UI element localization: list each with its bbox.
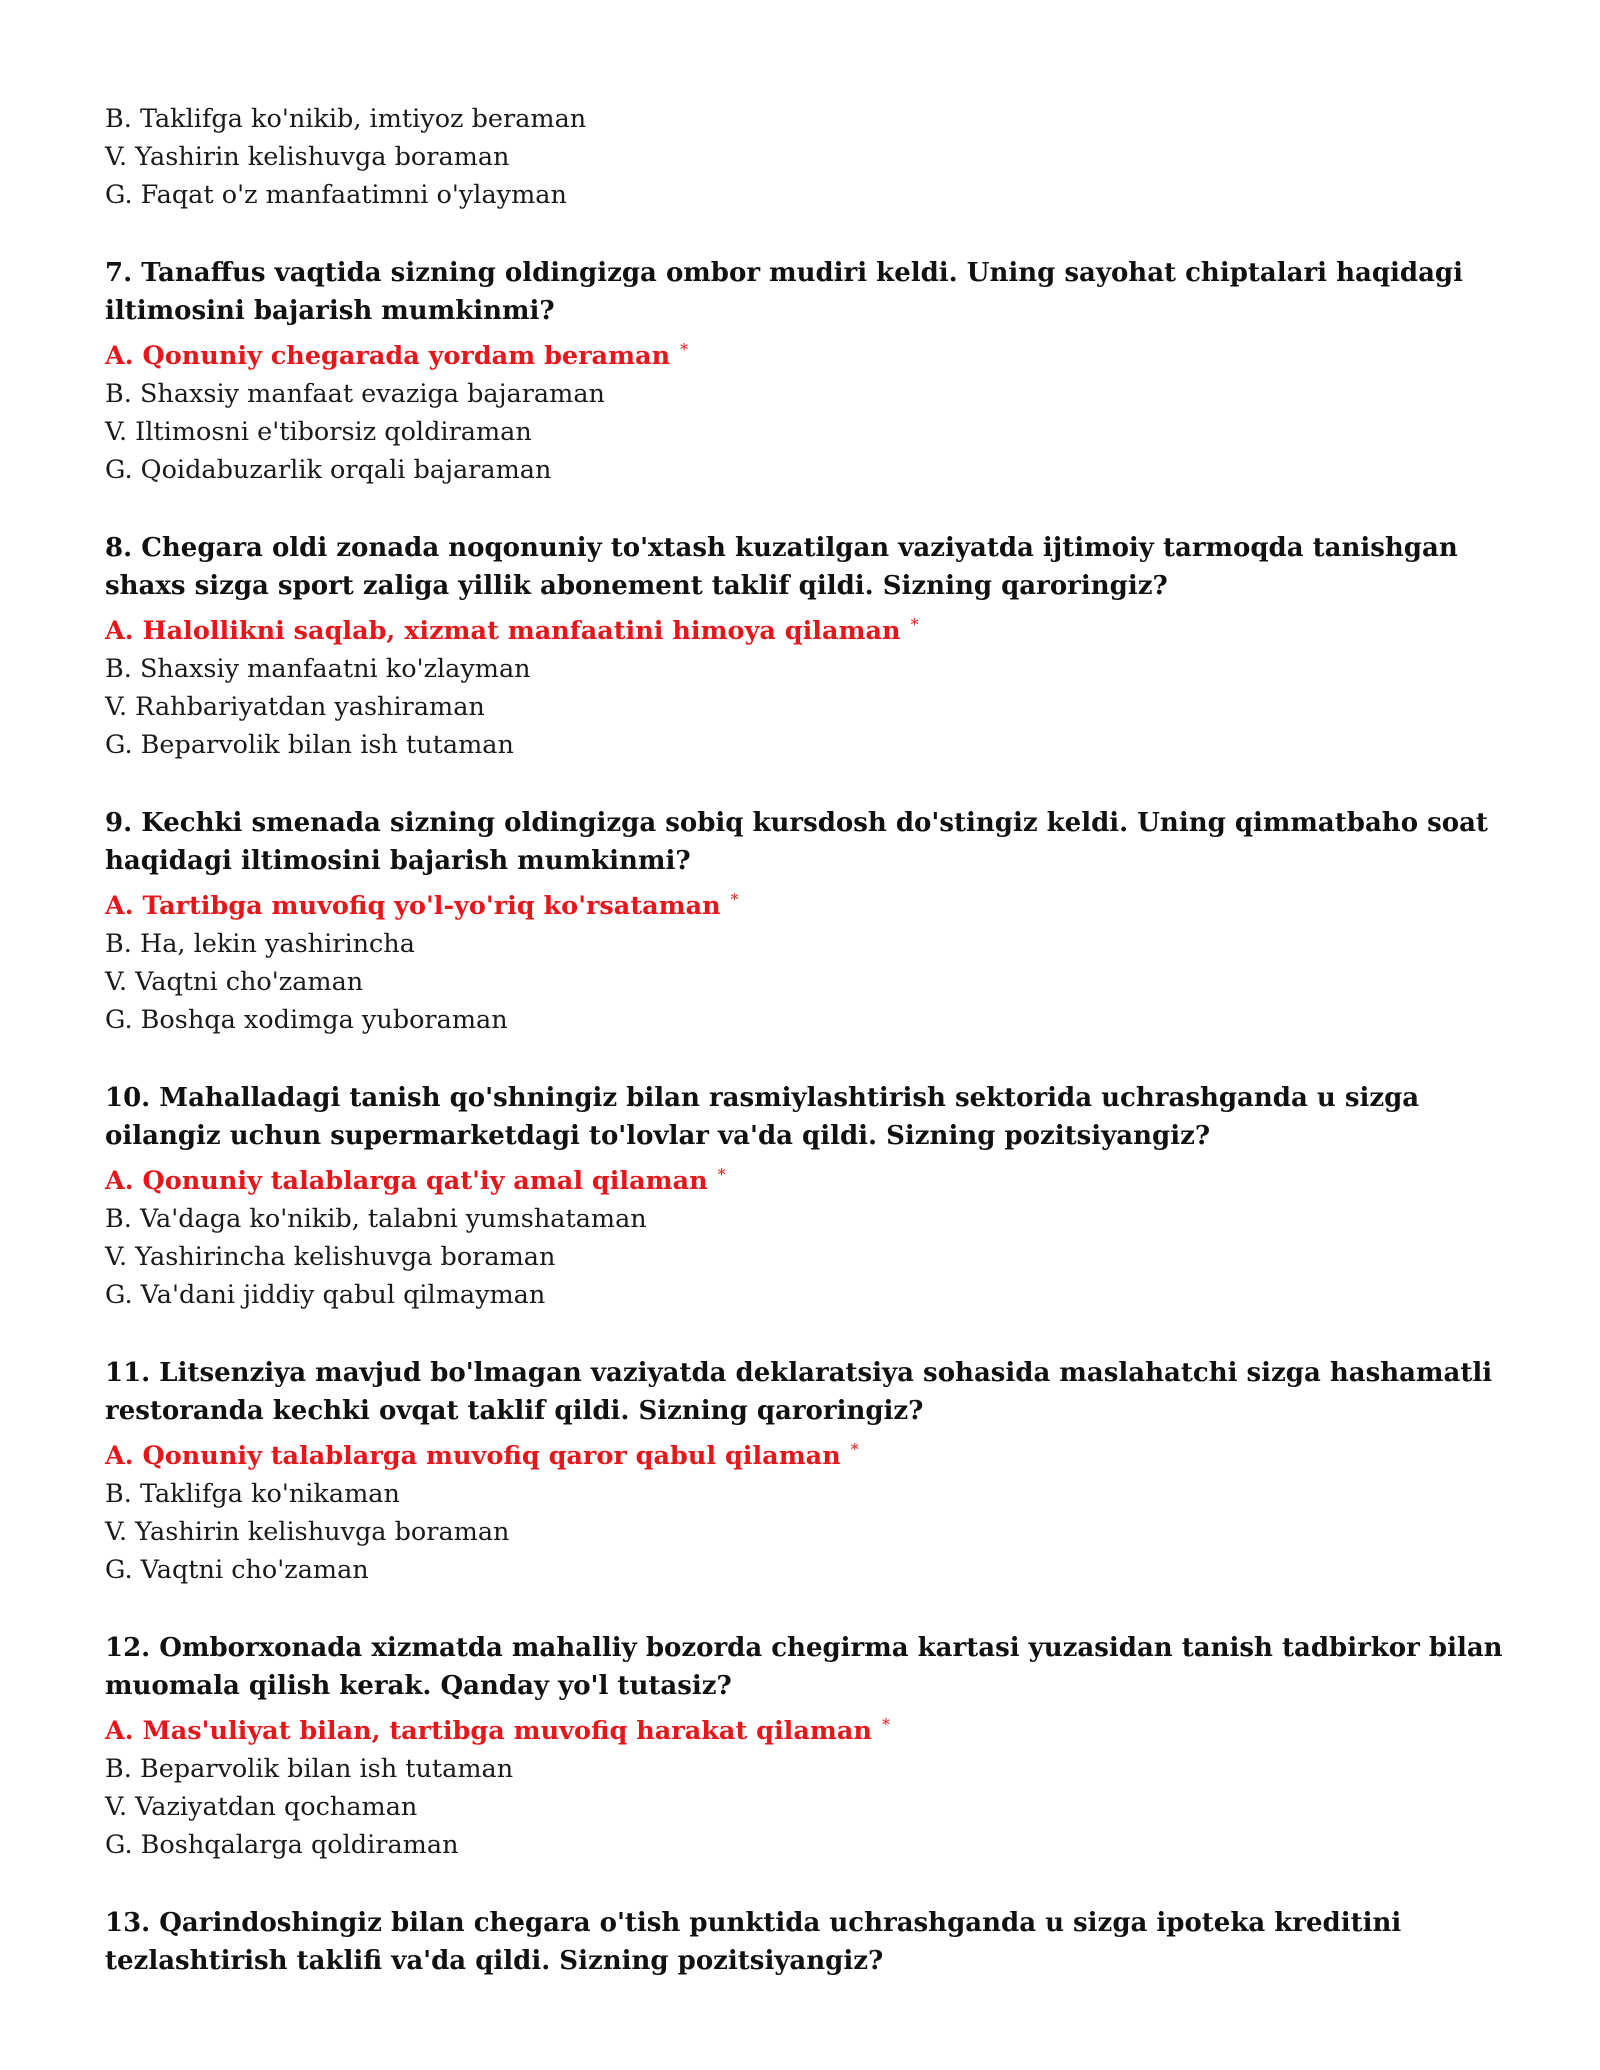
correct-marker: * [680, 340, 689, 359]
option-v: V. Vaziyatdan qochaman [105, 1792, 418, 1822]
option-g: G. Boshqa xodimga yuboraman [105, 1005, 508, 1035]
question-7 [105, 254, 1505, 489]
quiz-page [105, 100, 1505, 2020]
continued-options [105, 100, 1505, 214]
option-b: B. Taklifga ko'nikaman [105, 1479, 400, 1509]
correct-answer [105, 331, 1505, 375]
question-text: 11. Litsenziya mavjud bo'lmagan vaziyatda deklaratsiya sohasida maslahatchi sizga hashamatli restoranda kechki ovqat taklif qildi. Sizning qaroringiz? [105, 1358, 1493, 1426]
option-v: V. Yashirin kelishuvga boraman [105, 1517, 510, 1547]
question-11 [105, 1354, 1505, 1589]
option-v: V. Vaqtni cho'zaman [105, 967, 364, 997]
option-g: G. Boshqalarga qoldiraman [105, 1830, 459, 1860]
correct-marker: * [730, 890, 739, 909]
correct-marker: * [910, 615, 919, 634]
option-v: V. Yashirin kelishuvga boraman [105, 142, 510, 172]
option-b: B. Beparvolik bilan ish tutaman [105, 1754, 514, 1784]
correct-answer-text: A. Qonuniy talablarga muvofiq qaror qabul qilaman [105, 1441, 841, 1471]
question-text: 8. Chegara oldi zonada noqonuniy to'xtash kuzatilgan vaziyatda ijtimoiy tarmoqda tanishgan shaxs sizga sport zaliga yillik abonement taklif qildi. Sizning qaroringiz? [105, 533, 1458, 601]
question-text: 7. Tanaffus vaqtida sizning oldingizga ombor mudiri keldi. Uning sayohat chiptalari haqidagi iltimosini bajarish mumkinmi? [105, 258, 1463, 326]
correct-answer [105, 1431, 1505, 1475]
option-g: G. Va'dani jiddiy qabul qilmayman [105, 1280, 546, 1310]
correct-answer [105, 1706, 1505, 1750]
question-8 [105, 529, 1505, 764]
option-v: V. Rahbariyatdan yashiraman [105, 692, 485, 722]
correct-answer [105, 1156, 1505, 1200]
question-text: 9. Kechki smenada sizning oldingizga sobiq kursdosh do'stingiz keldi. Uning qimmatbaho soat haqidagi iltimosini bajarish mumkinmi? [105, 808, 1488, 876]
correct-answer [105, 606, 1505, 650]
correct-answer-text: A. Qonuniy talablarga qat'iy amal qilaman [105, 1166, 708, 1196]
correct-answer-text: A. Qonuniy chegarada yordam beraman [105, 341, 671, 371]
option-b: B. Ha, lekin yashirincha [105, 929, 415, 959]
option-g: G. Vaqtni cho'zaman [105, 1555, 369, 1585]
correct-answer-text: A. Halollikni saqlab, xizmat manfaatini himoya qilaman [105, 616, 901, 646]
option-g: G. Beparvolik bilan ish tutaman [105, 730, 514, 760]
question-13 [105, 1904, 1505, 1980]
question-text: 12. Omborxonada xizmatda mahalliy bozorda chegirma kartasi yuzasidan tanish tadbirkor bilan muomala qilish kerak. Qanday yo'l tutasiz? [105, 1633, 1503, 1701]
option-b: B. Shaxsiy manfaat evaziga bajaraman [105, 379, 605, 409]
option-g: G. Qoidabuzarlik orqali bajaraman [105, 455, 552, 485]
correct-answer-text: A. Mas'uliyat bilan, tartibga muvofiq harakat qilaman [105, 1716, 872, 1746]
option-b: B. Shaxsiy manfaatni ko'zlayman [105, 654, 531, 684]
correct-answer [105, 881, 1505, 925]
correct-marker: * [850, 1440, 859, 1459]
question-text: 13. Qarindoshingiz bilan chegara o'tish punktida uchrashganda u sizga ipoteka kreditini tezlashtirish taklifi va'da qildi. Sizning pozitsiyangiz? [105, 1908, 1402, 1976]
option-b: B. Taklifga ko'nikib, imtiyoz beraman [105, 104, 587, 134]
correct-marker: * [881, 1715, 890, 1734]
question-12 [105, 1629, 1505, 1864]
option-b: B. Va'daga ko'nikib, talabni yumshataman [105, 1204, 647, 1234]
option-v: V. Yashirincha kelishuvga boraman [105, 1242, 556, 1272]
correct-marker: * [717, 1165, 726, 1184]
question-9 [105, 804, 1505, 1039]
question-text: 10. Mahalladagi tanish qo'shningiz bilan rasmiylashtirish sektorida uchrashganda u sizga oilangiz uchun supermarketdagi to'lovlar va'da qildi. Sizning pozitsiyangiz? [105, 1083, 1420, 1151]
correct-answer-text: A. Tartibga muvofiq yo'l-yo'riq ko'rsataman [105, 891, 721, 921]
option-v: V. Iltimosni e'tiborsiz qoldiraman [105, 417, 532, 447]
option-g: G. Faqat o'z manfaatimni o'ylayman [105, 180, 567, 210]
question-10 [105, 1079, 1505, 1314]
